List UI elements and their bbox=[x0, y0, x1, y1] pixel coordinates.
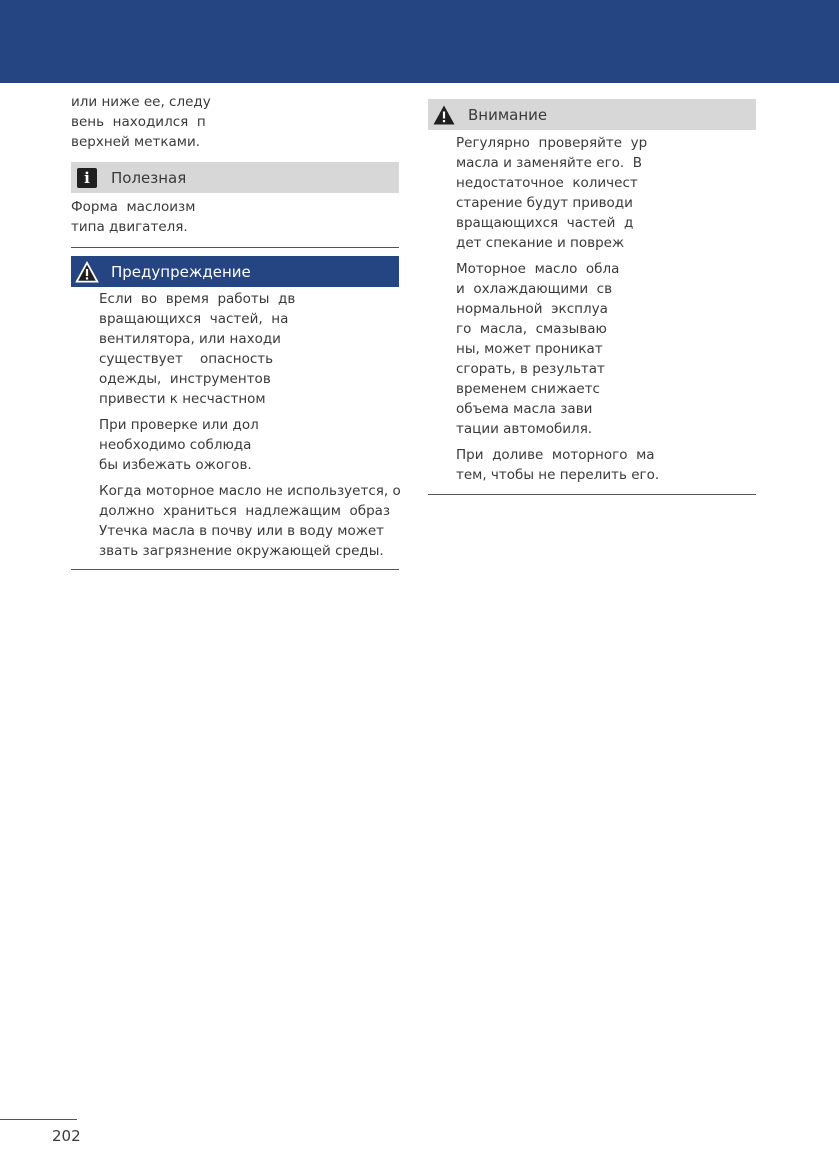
text-line: Если во время работы дв bbox=[99, 291, 296, 307]
note-header bbox=[71, 162, 399, 193]
text-line: вращающихся частей, на bbox=[99, 311, 289, 327]
text-line: Утечка масла в почву или в воду может bbox=[99, 523, 385, 539]
text-line: типа двигателя. bbox=[71, 219, 188, 235]
text-line: объема масла зави bbox=[456, 401, 593, 417]
right-column bbox=[428, 99, 756, 495]
page-number: 202 bbox=[52, 1127, 81, 1145]
text-line: недостаточное количест bbox=[456, 175, 638, 191]
text-line: ны, может проникат bbox=[456, 341, 603, 357]
text-line: привести к несчастном bbox=[99, 391, 266, 407]
text-line: тации автомобиля. bbox=[456, 421, 593, 437]
warning-paragraph-1 bbox=[71, 289, 399, 409]
text-line: и охлаждающими св bbox=[456, 281, 613, 297]
caution-paragraph-1 bbox=[428, 133, 756, 253]
text-line: го масла, смазываю bbox=[456, 321, 607, 337]
text-line: Форма маслоизм bbox=[71, 199, 196, 215]
text-line: Моторное масло обла bbox=[456, 261, 620, 277]
warning-triangle-icon bbox=[75, 260, 99, 284]
text-line: Регулярно проверяйте ур bbox=[456, 135, 648, 151]
text-line: Когда моторное масло не используется, о bbox=[99, 483, 401, 499]
warning-paragraph-3 bbox=[71, 481, 399, 561]
text-line: сгорать, в результат bbox=[456, 361, 605, 377]
text-line: тем, чтобы не перелить его. bbox=[456, 467, 660, 483]
text-line: бы избежать ожогов. bbox=[99, 457, 252, 473]
text-line: или ниже ее, следу bbox=[71, 94, 211, 110]
text-line: При доливе моторного ма bbox=[456, 447, 655, 463]
warning-title: Предупреждение bbox=[111, 262, 251, 281]
text-line: существует опасность bbox=[99, 351, 274, 367]
text-line: масла и заменяйте его. В bbox=[456, 155, 643, 171]
caution-paragraph-3 bbox=[428, 445, 756, 485]
text-line: При проверке или дол bbox=[99, 417, 259, 433]
warning-header bbox=[71, 256, 399, 287]
divider bbox=[71, 569, 399, 570]
text-line: верхней метками. bbox=[71, 134, 201, 150]
text-line: вращающихся частей д bbox=[456, 215, 634, 231]
left-column bbox=[71, 92, 399, 570]
divider bbox=[71, 247, 399, 248]
caution-paragraph-2 bbox=[428, 259, 756, 439]
header-bar bbox=[0, 0, 839, 83]
footer-rule bbox=[0, 1119, 77, 1120]
note-body bbox=[71, 197, 399, 237]
caution-header bbox=[428, 99, 756, 130]
text-line: звать загрязнение окружающей среды. bbox=[99, 543, 384, 559]
caution-title: Внимание bbox=[468, 105, 548, 124]
note-title: Полезная bbox=[111, 168, 187, 187]
warning-paragraph-2 bbox=[71, 415, 399, 475]
warning-triangle-icon bbox=[432, 103, 456, 127]
intro-paragraph bbox=[71, 92, 399, 152]
text-line: дет спекание и повреж bbox=[456, 235, 625, 251]
info-icon: i bbox=[75, 166, 99, 190]
text-line: должно храниться надлежащим образ bbox=[99, 503, 391, 519]
text-line: нормальной эксплуа bbox=[456, 301, 608, 317]
text-line: необходимо соблюда bbox=[99, 437, 252, 453]
text-line: вентилятора, или находи bbox=[99, 331, 281, 347]
text-line: старение будут приводи bbox=[456, 195, 633, 211]
text-line: временем снижаетс bbox=[456, 381, 600, 397]
text-line: одежды, инструментов bbox=[99, 371, 271, 387]
divider bbox=[428, 494, 756, 495]
text-line: вень находился п bbox=[71, 114, 206, 130]
